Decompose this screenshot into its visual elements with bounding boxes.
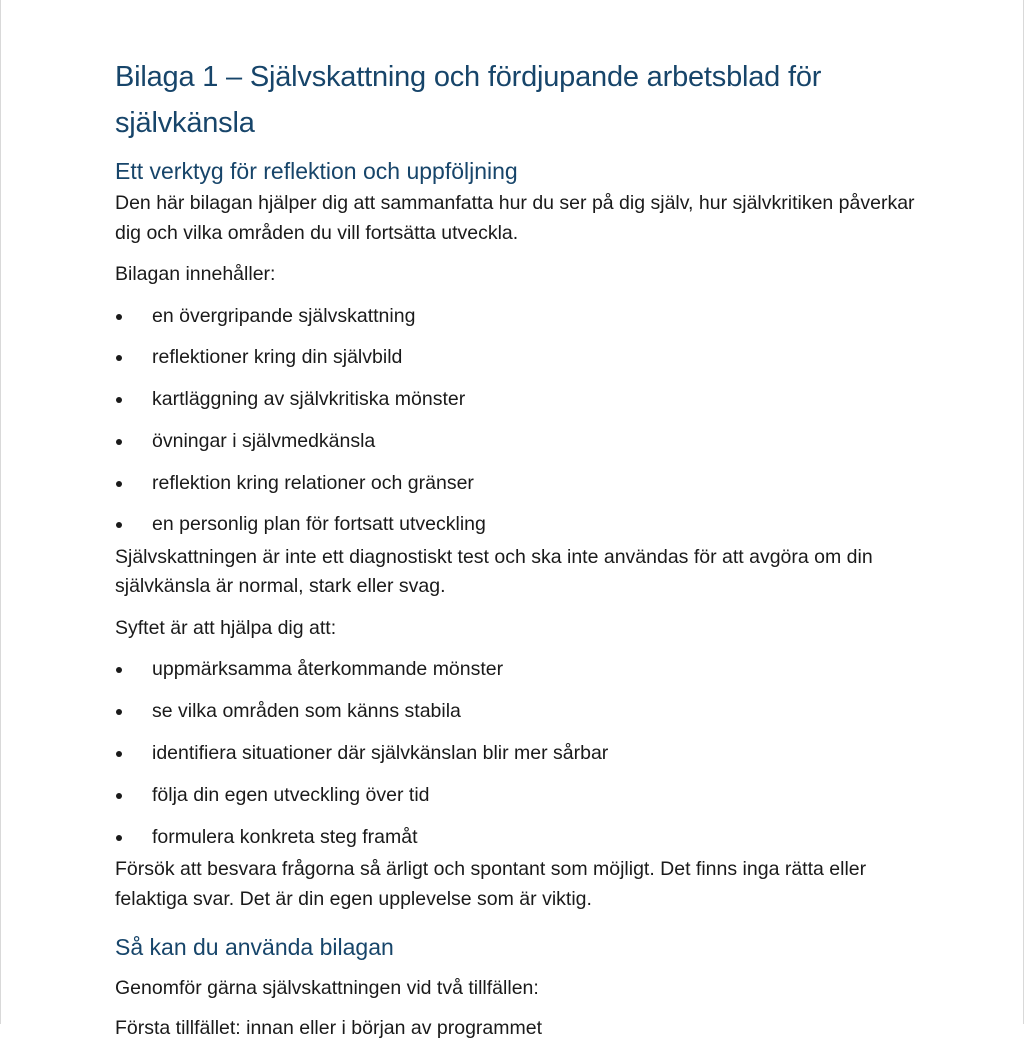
document-content bbox=[115, 54, 915, 1043]
list-item: formulera konkreta steg framåt bbox=[115, 823, 915, 853]
bullet-icon bbox=[116, 481, 122, 487]
list-item: identifiera situationer där självkänslan blir mer sårbar bbox=[115, 739, 915, 769]
honesty-paragraph: Försök att besvara frågorna så ärligt och spontant som möjligt. Det finns inga rätta eller felaktiga svar. Det är din egen upplevelse som är viktig. bbox=[115, 858, 867, 910]
bullet-icon bbox=[116, 667, 122, 673]
list-item: reflektioner kring din självbild bbox=[115, 343, 915, 373]
bullet-icon bbox=[116, 314, 122, 320]
bullet-icon bbox=[116, 522, 122, 528]
page-title: Bilaga 1 – Självskattning och fördjupande arbetsblad för självkänsla bbox=[115, 61, 822, 139]
list-item: kartläggning av självkritiska mönster bbox=[115, 385, 915, 415]
section-heading-reflection: Ett verktyg för reflektion och uppföljning bbox=[115, 158, 518, 184]
bullet-icon bbox=[116, 709, 122, 715]
list-item: följa din egen utveckling över tid bbox=[115, 781, 915, 811]
list-item: en personlig plan för fortsatt utveckling bbox=[115, 510, 915, 540]
bullet-icon bbox=[116, 397, 122, 403]
bullet-icon bbox=[116, 439, 122, 445]
contains-label: Bilagan innehåller: bbox=[115, 263, 276, 285]
list-item: uppmärksamma återkommande mönster bbox=[115, 655, 915, 685]
list-item: övningar i självmedkänsla bbox=[115, 427, 915, 457]
section-heading-usage: Så kan du använda bilagan bbox=[115, 934, 394, 961]
bullet-icon bbox=[116, 793, 122, 799]
contains-list bbox=[115, 302, 915, 540]
purpose-list bbox=[115, 655, 915, 852]
usage-intro: Genomför gärna självskattningen vid två tillfällen: bbox=[115, 977, 539, 1000]
list-item: en övergripande självskattning bbox=[115, 302, 915, 332]
bullet-icon bbox=[116, 751, 122, 757]
not-diagnostic-paragraph: Självskattningen är inte ett diagnostiskt test och ska inte användas för att avgöra om din självkänsla är normal, stark eller svag. bbox=[115, 545, 873, 598]
list-item: se vilka områden som känns stabila bbox=[115, 697, 915, 727]
first-occasion-line: Första tillfället: innan eller i början av programmet bbox=[115, 1016, 543, 1039]
purpose-label: Syftet är att hjälpa dig att: bbox=[115, 616, 337, 639]
intro-paragraph: Den här bilagan hjälper dig att sammanfatta hur du ser på dig själv, hur självkritiken påverkar dig och vilka områden du vill fortsätta utveckla. bbox=[115, 192, 915, 244]
page-edge-left bbox=[0, 0, 1, 1024]
bullet-icon bbox=[116, 835, 122, 841]
bullet-icon bbox=[116, 355, 122, 361]
list-item: reflektion kring relationer och gränser bbox=[115, 469, 915, 499]
